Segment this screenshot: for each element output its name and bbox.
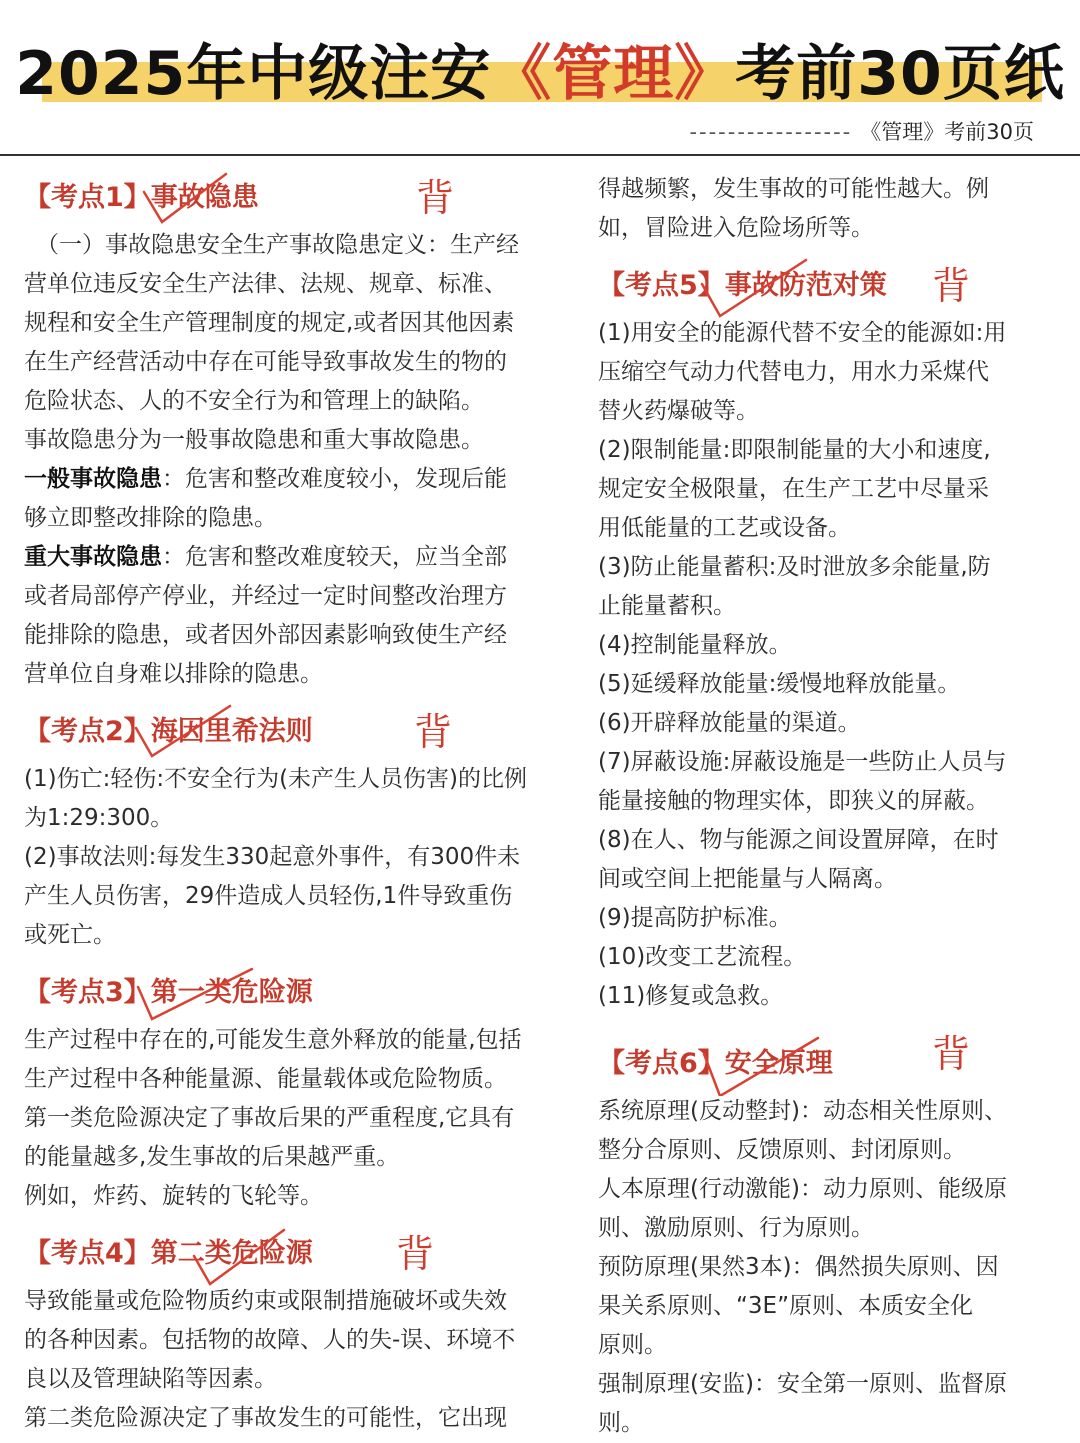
text-line: 人本原理(行动激能)：动力原则、能级原 — [598, 1176, 1007, 1202]
memorize-mark: 背 — [932, 264, 971, 308]
text-line: 或者局部停产停业，并经过一定时间整改治理方 — [24, 583, 507, 609]
section-5 — [598, 258, 1060, 1016]
text-line: 整分合原则、反馈原则、封闭原则。 — [598, 1137, 966, 1163]
section-heading-text: 【考点3】第一类危险源 — [24, 977, 313, 1008]
text-line: 生产过程中各种能量源、能量载体或危险物质。 — [24, 1066, 507, 1092]
section-heading-text: 【考点4】第二类危险源 — [24, 1238, 313, 1269]
subtitle — [689, 116, 1034, 146]
left-column — [24, 170, 569, 1438]
memorize-mark: 背 — [414, 710, 453, 754]
text-line: 营单位违反安全生产法律、法规、规章、标准、 — [24, 271, 507, 297]
text-line: (4)控制能量释放。 — [598, 632, 792, 658]
text-line: 得越频繁，发生事故的可能性越大。例 — [598, 176, 989, 202]
section-6 — [598, 1032, 1060, 1443]
text-line: 为1:29:300。 — [24, 805, 174, 831]
text-line: 则。 — [598, 1410, 644, 1436]
page-title — [0, 26, 1080, 112]
section-heading-text: 【考点5】事故防范对策 — [598, 270, 887, 301]
text-line: 产生人员伤害，29件造成人员轻伤,1件导致重伤 — [24, 883, 513, 909]
text-line: 例如，炸药、旋转的飞轮等。 — [24, 1183, 323, 1209]
text-line: (2)限制能量:即限制能量的大小和速度, — [598, 437, 991, 463]
section-4-continued — [598, 170, 1060, 248]
text-line: 在生产经营活动中存在可能导致事故发生的物的 — [24, 349, 507, 375]
text-line: 事故隐患分为一般事故隐患和重大事故隐患。 — [24, 427, 484, 453]
text-line: 间或空间上把能量与人隔离。 — [598, 866, 897, 892]
text-line: 的能量越多,发生事故的后果越严重。 — [24, 1144, 400, 1170]
key-term: 一般事故隐患 — [24, 466, 162, 492]
text-line: 导致能量或危险物质约束或限制措施破坏或失效 — [24, 1288, 507, 1314]
section-heading-text: 【考点2】海因里希法则 — [24, 716, 313, 747]
right-column — [598, 170, 1060, 1443]
text-line: 则、激励原则、行为原则。 — [598, 1215, 874, 1241]
text-line: 规定安全极限量，在生产工艺中尽量采 — [598, 476, 989, 502]
title-suffix: 考前30页纸 — [735, 39, 1065, 109]
text-span: ：危害和整改难度较小，发现后能 — [162, 466, 507, 492]
text-line: 原则。 — [598, 1332, 667, 1358]
text-line: 果关系原则、“3E”原则、本质安全化 — [598, 1293, 973, 1319]
text-line: （一）事故隐患安全生产事故隐患定义：生产经 — [36, 232, 519, 258]
text-line: 第二类危险源决定了事故发生的可能性，它出现 — [24, 1405, 507, 1431]
text-line: 强制原理(安监)：安全第一原则、监督原 — [598, 1371, 1007, 1397]
section-2 — [24, 704, 569, 955]
text-line: (10)改变工艺流程。 — [598, 944, 807, 970]
text-line: 用低能量的工艺或设备。 — [598, 515, 851, 541]
section-1 — [24, 170, 569, 694]
memorize-mark: 背 — [932, 1032, 971, 1076]
key-term: 重大事故隐患 — [24, 544, 162, 570]
section-heading — [24, 965, 569, 1021]
section-heading — [24, 170, 569, 226]
text-line: 能排除的隐患，或者因外部因素影响致使生产经 — [24, 622, 507, 648]
section-heading — [598, 258, 1060, 314]
text-line: 的各种因素。包括物的故障、人的失-误、环境不 — [24, 1327, 516, 1353]
section-heading-text: 【考点6】安全原理 — [598, 1048, 833, 1079]
text-line: (2)事故法则:每发生330起意外事件，有300件未 — [24, 844, 521, 870]
section-heading — [598, 1032, 1060, 1092]
text-line: (8)在人、物与能源之间设置屏障，在时 — [598, 827, 999, 853]
text-line: 预防原理(果然3本)：偶然损失原则、因 — [598, 1254, 999, 1280]
text-line — [24, 538, 569, 577]
text-line: 营单位自身难以排除的隐患。 — [24, 661, 323, 687]
text-line: (1)伤亡:轻伤:不安全行为(未产生人员伤害)的比例 — [24, 766, 528, 792]
text-line: (9)提高防护标准。 — [598, 905, 792, 931]
text-line: (7)屏蔽设施:屏蔽设施是一些防止人员与 — [598, 749, 1007, 775]
text-line: 能量接触的物理实体，即狭义的屏蔽。 — [598, 788, 989, 814]
text-line: 危险状态、人的不安全行为和管理上的缺陷。 — [24, 388, 484, 414]
text-line: 良以及管理缺陷等因素。 — [24, 1366, 277, 1392]
subtitle-dashes: ----------------- — [689, 120, 853, 144]
text-line: (11)修复或急救。 — [598, 983, 784, 1009]
text-line: (6)开辟释放能量的渠道。 — [598, 710, 861, 736]
text-span: ：危害和整改难度较天，应当全部 — [162, 544, 507, 570]
text-line: 规程和安全生产管理制度的规定,或者因其他因素 — [24, 310, 515, 336]
text-line: (1)用安全的能源代替不安全的能源如:用 — [598, 320, 1007, 346]
section-4 — [24, 1226, 569, 1438]
text-line: 系统原理(反动整封)：动态相关性原则、 — [598, 1098, 1007, 1124]
page-header — [0, 0, 1080, 158]
text-line: 生产过程中存在的,可能发生意外释放的能量,包括 — [24, 1027, 522, 1053]
memorize-mark: 背 — [416, 176, 455, 220]
text-line — [24, 460, 569, 499]
section-heading-text: 【考点1】事故隐患 — [24, 182, 259, 213]
text-line: 如，冒险进入危险场所等。 — [598, 215, 874, 241]
text-line: (5)延缓释放能量:缓慢地释放能量。 — [598, 671, 961, 697]
memorize-mark: 背 — [396, 1232, 435, 1276]
text-line: 止能量蓄积。 — [598, 593, 736, 619]
text-line: 第一类危险源决定了事故后果的严重程度,它具有 — [24, 1105, 515, 1131]
section-3 — [24, 965, 569, 1216]
title-subject: 《管理》 — [491, 39, 736, 109]
header-divider — [0, 154, 1080, 156]
title-main: 2025年中级注安 — [15, 39, 492, 109]
text-line: 压缩空气动力代替电力，用水力采煤代 — [598, 359, 989, 385]
section-heading — [24, 704, 569, 760]
text-line: 或死亡。 — [24, 922, 116, 948]
text-line: (3)防止能量蓄积:及时泄放多余能量,防 — [598, 554, 991, 580]
section-heading — [24, 1226, 569, 1282]
text-line: 替火药爆破等。 — [598, 398, 759, 424]
subtitle-text: 《管理》考前30页 — [860, 120, 1034, 144]
text-line: 够立即整改排除的隐患。 — [24, 505, 277, 531]
